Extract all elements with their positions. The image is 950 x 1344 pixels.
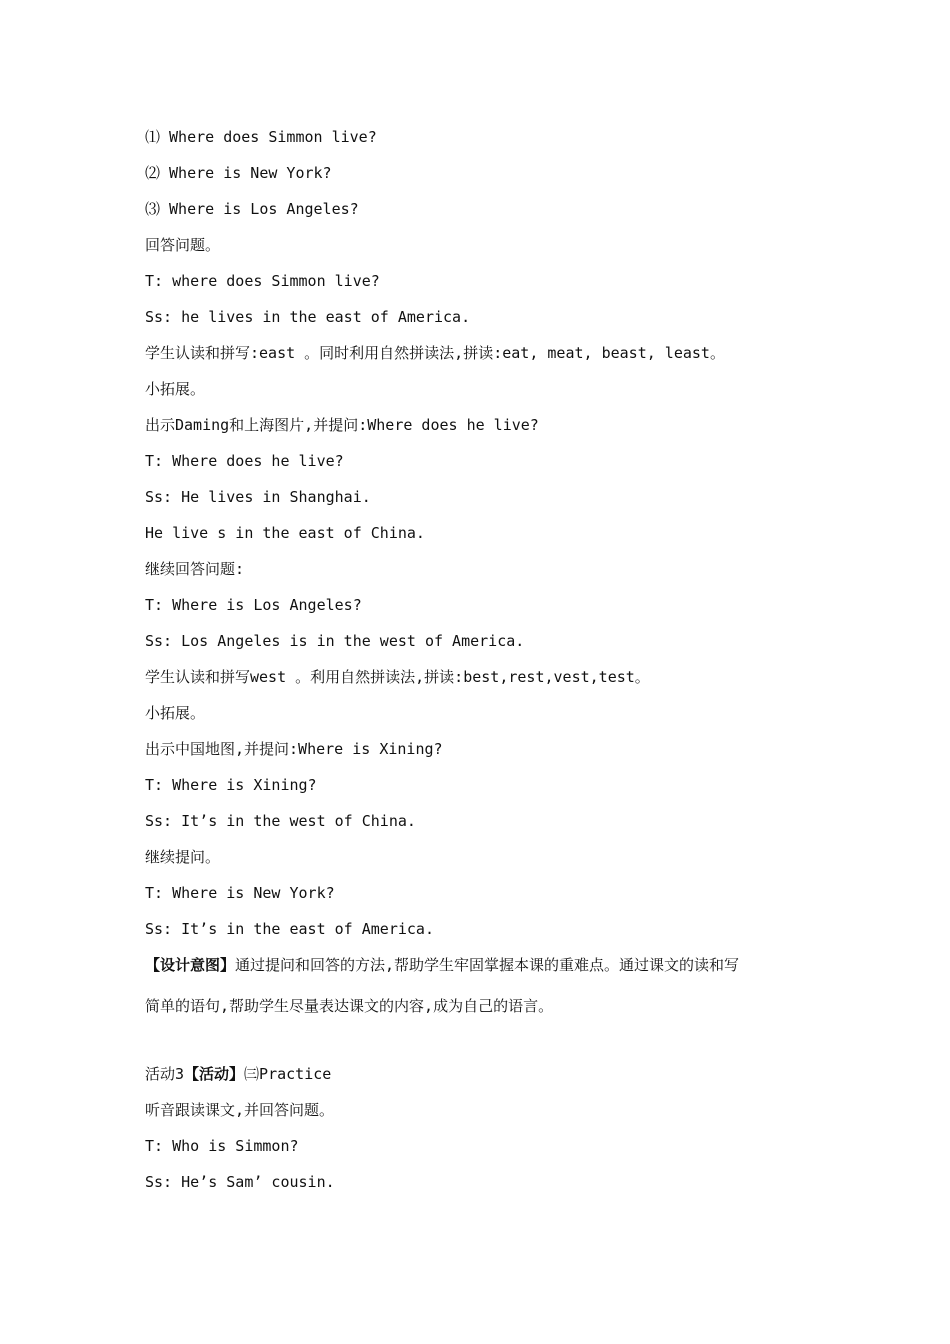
student-line: Ss: He’s Sam’ cousin. [145, 1173, 335, 1191]
activity-3-tag: 【活动】 [184, 1065, 245, 1083]
design-intent-text: 通过提问和回答的方法,帮助学生牢固掌握本课的重难点。通过课文的读和写 [235, 956, 740, 974]
design-intent-line-1 [145, 955, 825, 975]
design-intent-label: 【设计意图】 [145, 956, 236, 974]
question-3: ⑶ Where is Los Angeles? [145, 200, 359, 218]
spelling-east: 学生认读和拼写:east 。同时利用自然拼读法,拼读:eat, meat, beast, least。 [145, 344, 725, 362]
student-line: He live s in the east of China. [145, 524, 425, 542]
question-2: ⑵ Where is New York? [145, 164, 332, 182]
student-line: Ss: It’s in the east of America. [145, 920, 434, 938]
teacher-line: T: Where does he live? [145, 452, 344, 470]
continue-asking: 继续提问。 [145, 848, 221, 866]
student-line: Ss: Los Angeles is in the west of America. [145, 632, 525, 650]
teacher-line: T: Where is New York? [145, 884, 335, 902]
teacher-line: T: Who is Simmon? [145, 1137, 299, 1155]
extension-heading: 小拓展。 [145, 704, 206, 722]
activity-3-prefix: 活动3 [145, 1065, 185, 1083]
student-line: Ss: It’s in the west of China. [145, 812, 416, 830]
activity-3-instruction: 听音跟读课文,并回答问题。 [145, 1101, 335, 1119]
question-1: ⑴ Where does Simmon live? [145, 128, 377, 146]
design-intent-line-2: 简单的语句,帮助学生尽量表达课文的内容,成为自己的语言。 [145, 997, 554, 1015]
spelling-west: 学生认读和拼写west 。利用自然拼读法,拼读:best,rest,vest,test。 [145, 668, 650, 686]
instruction-answer: 回答问题。 [145, 236, 221, 254]
student-line: Ss: he lives in the east of America. [145, 308, 471, 326]
activity-3-heading [145, 1064, 825, 1084]
continue-answer: 继续回答问题: [145, 560, 245, 578]
activity-3-title: ㈢Practice [244, 1065, 332, 1083]
teacher-line: T: Where is Xining? [145, 776, 317, 794]
student-line: Ss: He lives in Shanghai. [145, 488, 371, 506]
show-map: 出示中国地图,并提问:Where is Xining? [145, 740, 443, 758]
teacher-line: T: where does Simmon live? [145, 272, 380, 290]
show-daming: 出示Daming和上海图片,并提问:Where does he live? [145, 416, 539, 434]
teacher-line: T: Where is Los Angeles? [145, 596, 362, 614]
extension-heading: 小拓展。 [145, 380, 206, 398]
